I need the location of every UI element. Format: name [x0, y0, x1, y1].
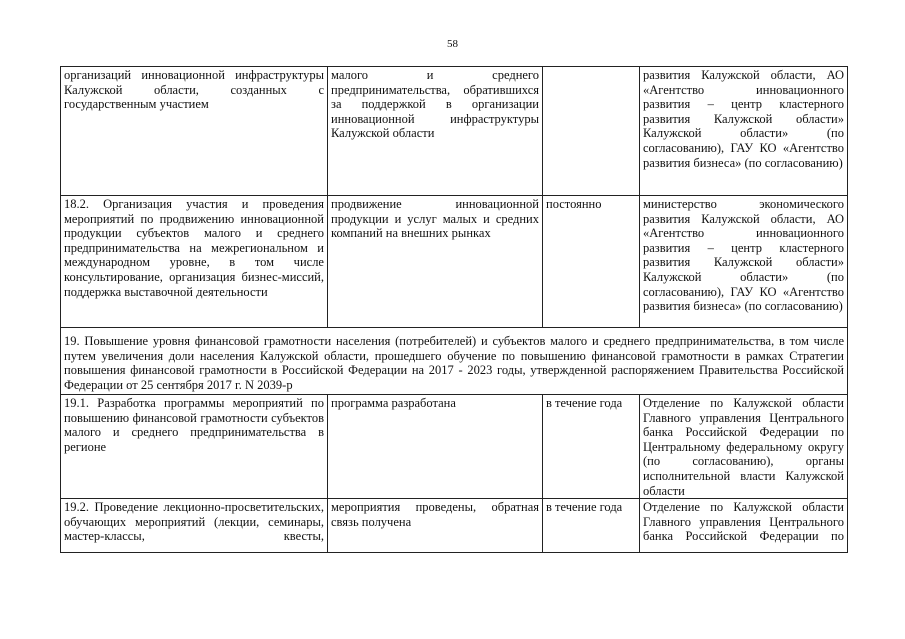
- activity-cell: 18.2. Организация участия и проведения мероприятий по продвижению инновационной продукции субъектов малого и среднего предпринимательства на межрегиональном и международном уровне, в том числе консультирование, организация бизнес-миссий, поддержка выставочной деятельности: [61, 196, 328, 328]
- term-cell: в течение года: [543, 395, 640, 499]
- table-row: [61, 67, 848, 196]
- section-heading: 19. Повышение уровня финансовой грамотности населения (потребителей) и субъектов малого и среднего предпринимательства, в том числе путем увеличения доли населения Калужской области, прошедшего обучение по повышению финансовой грамотности в рамках Стратегии повышения финансовой грамотности в Российской Федерации на 2017 - 2023 годы, утвержденной распоряжением Правительства Российской Федерации от 25 сентября 2017 г. N 2039-р: [61, 328, 848, 395]
- page-number: 58: [447, 38, 458, 50]
- table-row: [61, 395, 848, 499]
- term-cell: постоянно: [543, 196, 640, 328]
- result-cell: продвижение инновационной продукции и услуг малых и средних компаний на внешних рынках: [328, 196, 543, 328]
- result-cell: малого и среднего предпринимательства, обратившихся за поддержкой в организации инновационной инфраструктуры Калужской области: [328, 67, 543, 196]
- table-row: [61, 499, 848, 553]
- executor-cell: министерство экономического развития Калужской области, АО «Агентство инновационного развития – центр кластерного развития Калужской области» Калужской области» (по согласованию), ГАУ КО «Агентство развития бизнеса» (по согласованию): [640, 196, 848, 328]
- section-row: [61, 328, 848, 395]
- result-cell: мероприятия проведены, обратная связь получена: [328, 499, 543, 553]
- measures-table: [60, 66, 848, 553]
- result-cell: программа разработана: [328, 395, 543, 499]
- term-cell: [543, 67, 640, 196]
- activity-cell: 19.2. Проведение лекционно-просветительских, обучающих мероприятий (лекции, семинары, мастер-классы, квесты,: [61, 499, 328, 553]
- activity-cell: 19.1. Разработка программы мероприятий по повышению финансовой грамотности субъектов малого и среднего предпринимательства в регионе: [61, 395, 328, 499]
- executor-cell: развития Калужской области, АО «Агентство инновационного развития – центр кластерного развития Калужской области» Калужской области» (по согласованию), ГАУ КО «Агентство развития бизнеса» (по согласованию): [640, 67, 848, 196]
- activity-cell: организаций инновационной инфраструктуры Калужской области, созданных с государственным участием: [61, 67, 328, 196]
- executor-cell: Отделение по Калужской области Главного управления Центрального банка Российской Федерации по Центральному федеральному округу (по согласованию), органы исполнительной власти Калужской области: [640, 395, 848, 499]
- term-cell: в течение года: [543, 499, 640, 553]
- table-row: [61, 196, 848, 328]
- executor-cell: Отделение по Калужской области Главного управления Центрального банка Российской Федерации по: [640, 499, 848, 553]
